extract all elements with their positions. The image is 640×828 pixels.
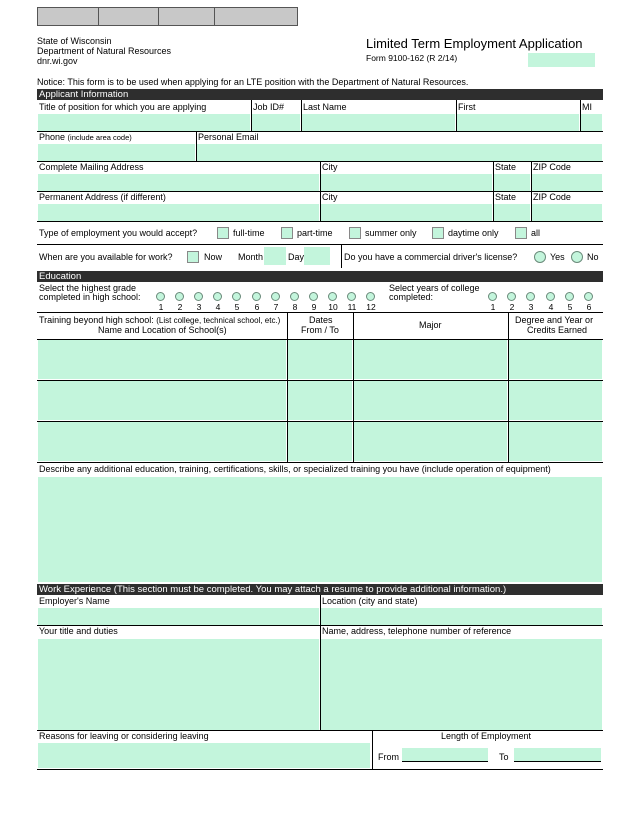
work-location-label: Location (city and state): [322, 596, 418, 606]
phone-hint: (include area code): [67, 133, 132, 142]
grade-7-radio[interactable]: [271, 292, 280, 301]
grade-4-label: 4: [215, 302, 221, 312]
mi-field[interactable]: [581, 114, 602, 131]
mailing-state-label: State: [495, 162, 517, 172]
grade-1-label: 1: [158, 302, 164, 312]
grade-1-radio[interactable]: [156, 292, 165, 301]
college-year-1-label: 1: [490, 302, 496, 312]
office-use-box-2: [98, 7, 159, 26]
job-id-field[interactable]: [252, 114, 300, 131]
college-label-line-1: Select years of college: [389, 283, 480, 293]
school-major-field-1[interactable]: [354, 340, 507, 379]
grade-8-label: 8: [292, 302, 298, 312]
college-year-1-radio[interactable]: [488, 292, 497, 301]
summer-only-label: summer only: [365, 228, 417, 238]
mailing-city-field[interactable]: [321, 174, 492, 191]
college-year-2-radio[interactable]: [507, 292, 516, 301]
position-title-label: Title of position for which you are applying: [39, 102, 207, 112]
to-label: To: [499, 752, 509, 762]
title-duties-field[interactable]: [38, 639, 319, 730]
applicant-section-bar: Applicant Information: [37, 89, 603, 100]
first-name-field[interactable]: [457, 114, 579, 131]
school-dates-field-1[interactable]: [288, 340, 352, 379]
college-year-3-radio[interactable]: [526, 292, 535, 301]
school-degree-field-1[interactable]: [509, 340, 602, 379]
full-time-label: full-time: [233, 228, 265, 238]
dates-header-line-2: From / To: [301, 325, 339, 335]
work-location-field[interactable]: [321, 608, 602, 625]
month-label: Month: [238, 252, 264, 262]
job-id-label: Job ID#: [253, 102, 285, 112]
last-name-label: Last Name: [303, 102, 347, 112]
employer-name-field[interactable]: [38, 608, 319, 625]
degree-header-line-2: Credits Earned: [527, 325, 588, 335]
grade-11-label: 11: [347, 302, 357, 312]
agency-line-2: Department of Natural Resources: [37, 46, 172, 56]
all-label: all: [531, 228, 541, 238]
cdl-no-label: No: [587, 252, 599, 262]
highschool-label-line-2: completed in high school:: [39, 292, 141, 302]
permanent-city-field[interactable]: [321, 204, 492, 221]
college-year-4-radio[interactable]: [546, 292, 555, 301]
permanent-city-label: City: [322, 192, 338, 202]
cdl-yes-radio[interactable]: [534, 251, 546, 263]
college-label-line-2: completed:: [389, 292, 434, 302]
part-time-checkbox[interactable]: [281, 227, 293, 239]
email-field[interactable]: [197, 144, 602, 161]
college-year-5-label: 5: [567, 302, 573, 312]
grade-9-radio[interactable]: [309, 292, 318, 301]
notice-text: Notice: This form is to be used when applying for an LTE position with the Department of Natural Resources.: [37, 77, 469, 87]
grade-3-label: 3: [196, 302, 202, 312]
grade-3-radio[interactable]: [194, 292, 203, 301]
additional-education-label: Describe any additional education, training, certifications, skills, or specialized training you have (include operation of equipment): [39, 464, 551, 474]
first-name-label: First: [458, 102, 476, 112]
school-name-field-2[interactable]: [38, 381, 286, 420]
school-major-field-3[interactable]: [354, 422, 507, 461]
grade-7-label: 7: [273, 302, 279, 312]
education-section-bar: Education: [37, 271, 603, 282]
reference-field[interactable]: [321, 639, 602, 730]
permanent-address-field[interactable]: [38, 204, 319, 221]
mi-label: MI: [582, 102, 592, 112]
office-use-box-4: [214, 7, 298, 26]
school-name-field-1[interactable]: [38, 340, 286, 379]
permanent-state-field[interactable]: [494, 204, 530, 221]
from-label: From: [378, 752, 399, 762]
training-header-line-2: Name and Location of School(s): [98, 325, 227, 335]
mailing-address-field[interactable]: [38, 174, 319, 191]
grade-11-radio[interactable]: [347, 292, 356, 301]
grade-2-radio[interactable]: [175, 292, 184, 301]
agency-line-3: dnr.wi.gov: [37, 56, 78, 66]
grade-10-label: 10: [328, 302, 338, 312]
office-use-box-3: [158, 7, 215, 26]
form-title: Limited Term Employment Application: [366, 36, 583, 51]
school-degree-field-2[interactable]: [509, 381, 602, 420]
training-header-hint: (List college, technical school, etc.): [156, 316, 281, 325]
permanent-state-label: State: [495, 192, 517, 202]
form-office-field[interactable]: [528, 53, 595, 67]
now-label: Now: [204, 252, 223, 262]
dates-header-line-1: Dates: [309, 315, 333, 325]
summer-only-checkbox[interactable]: [349, 227, 361, 239]
grade-5-radio[interactable]: [232, 292, 241, 301]
training-header-line-1: Training beyond high school: (List college, technical school, etc.): [39, 315, 281, 325]
grade-9-label: 9: [311, 302, 317, 312]
college-year-2-label: 2: [509, 302, 515, 312]
major-header: Major: [419, 320, 442, 330]
employment-type-question: Type of employment you would accept?: [39, 228, 198, 238]
phone-label: Phone (include area code): [39, 132, 132, 142]
cdl-no-radio[interactable]: [571, 251, 583, 263]
day-field[interactable]: [304, 247, 330, 265]
reasons-leaving-label: Reasons for leaving or considering leaving: [39, 731, 209, 741]
school-dates-field-2[interactable]: [288, 381, 352, 420]
grade-4-radio[interactable]: [213, 292, 222, 301]
permanent-zip-field[interactable]: [532, 204, 602, 221]
college-year-6-radio[interactable]: [584, 292, 593, 301]
college-year-4-label: 4: [548, 302, 554, 312]
reference-label: Name, address, telephone number of reference: [322, 626, 512, 636]
school-major-field-2[interactable]: [354, 381, 507, 420]
college-year-5-radio[interactable]: [565, 292, 574, 301]
grade-6-label: 6: [254, 302, 260, 312]
daytime-only-label: daytime only: [448, 228, 499, 238]
day-label: Day: [288, 252, 305, 262]
agency-line-1: State of Wisconsin: [37, 36, 112, 46]
grade-2-label: 2: [177, 302, 183, 312]
grade-8-radio[interactable]: [290, 292, 299, 301]
employment-to-field[interactable]: [514, 748, 601, 762]
mailing-city-label: City: [322, 162, 338, 172]
grade-6-radio[interactable]: [252, 292, 261, 301]
full-time-checkbox[interactable]: [217, 227, 229, 239]
additional-education-field[interactable]: [38, 477, 602, 582]
school-dates-field-3[interactable]: [288, 422, 352, 461]
mailing-zip-field[interactable]: [532, 174, 602, 191]
title-duties-label: Your title and duties: [39, 626, 118, 636]
part-time-label: part-time: [297, 228, 333, 238]
reasons-leaving-field[interactable]: [38, 743, 370, 768]
mailing-zip-label: ZIP Code: [533, 162, 571, 172]
now-checkbox[interactable]: [187, 251, 199, 263]
office-use-box-1: [37, 7, 99, 26]
position-title-field[interactable]: [38, 114, 250, 131]
form-number: Form 9100-162 (R 2/14): [366, 53, 458, 63]
grade-5-label: 5: [234, 302, 240, 312]
cdl-yes-label: Yes: [550, 252, 565, 262]
mailing-state-field[interactable]: [494, 174, 530, 191]
work-section-bar: Work Experience (This section must be completed. You may attach a resume to provide additional information.): [37, 584, 603, 595]
cdl-question: Do you have a commercial driver's license?: [344, 252, 518, 262]
phone-field[interactable]: [38, 144, 195, 161]
email-label: Personal Email: [198, 132, 259, 142]
month-field[interactable]: [264, 247, 286, 265]
daytime-only-checkbox[interactable]: [432, 227, 444, 239]
mailing-address-label: Complete Mailing Address: [39, 162, 144, 172]
permanent-address-label: Permanent Address (if different): [39, 192, 166, 202]
permanent-zip-label: ZIP Code: [533, 192, 571, 202]
school-degree-field-3[interactable]: [509, 422, 602, 461]
highschool-label-line-1: Select the highest grade: [39, 283, 137, 293]
college-year-3-label: 3: [528, 302, 534, 312]
employer-name-label: Employer's Name: [39, 596, 110, 606]
availability-question: When are you available for work?: [39, 252, 173, 262]
employment-from-field[interactable]: [402, 748, 488, 762]
grade-12-radio[interactable]: [366, 292, 375, 301]
last-name-field[interactable]: [302, 114, 455, 131]
length-of-employment-label: Length of Employment: [441, 731, 532, 741]
grade-10-radio[interactable]: [328, 292, 337, 301]
school-name-field-3[interactable]: [38, 422, 286, 461]
degree-header-line-1: Degree and Year or: [515, 315, 594, 325]
grade-12-label: 12: [366, 302, 376, 312]
college-year-6-label: 6: [586, 302, 592, 312]
all-checkbox[interactable]: [515, 227, 527, 239]
